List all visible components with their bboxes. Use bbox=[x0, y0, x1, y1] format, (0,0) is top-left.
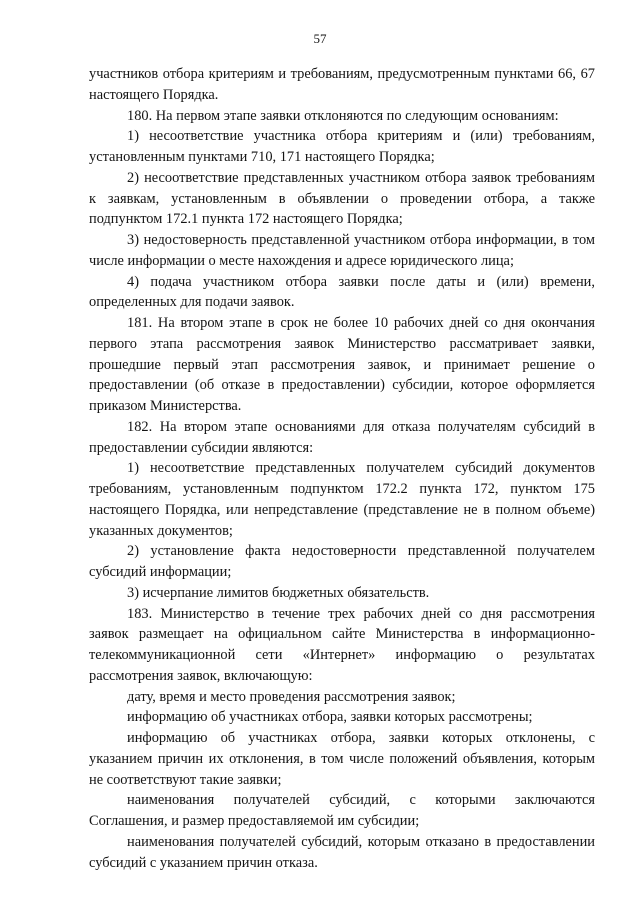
paragraph-183-item-refused: наименования получателей субсидий, которым отказано в предоставлении субсидий с указанием причин отказа. bbox=[89, 833, 595, 871]
document-body bbox=[89, 64, 595, 873]
paragraph-180-item-3: 3) недостоверность представленной участником отбора информации, в том числе информации о месте нахождения и адресе юридического лица; bbox=[89, 232, 595, 269]
paragraph-182: 182. На втором этапе основаниями для отказа получателям субсидий в предоставлении субсидии являются: bbox=[89, 418, 595, 456]
page-number: 57 bbox=[313, 31, 327, 46]
paragraph-182-item-2: 2) установление факта недостоверности представленной получателем субсидий информации; bbox=[89, 543, 595, 580]
paragraph-180-item-2: 2) несоответствие представленных участником отбора заявок требованиям к заявкам, установленным в объявлении о проведении отбора, а также подпунктом 172.1 пункта 172 настоящего Порядка; bbox=[89, 169, 595, 228]
paragraph-183: 183. Министерство в течение трех рабочих дней со дня рассмотрения заявок размещает на официальном сайте Министерства в информационно-телекоммуникационной сети «Интернет» информацию о результатах рассмотрения заявок, включающую: bbox=[89, 605, 595, 684]
paragraph-182-item-3: 3) исчерпание лимитов бюджетных обязательств. bbox=[127, 584, 430, 601]
paragraph-183-item-reviewed: информацию об участниках отбора, заявки которых рассмотрены; bbox=[127, 709, 533, 726]
paragraph-183-item-date: дату, время и место проведения рассмотрения заявок; bbox=[127, 688, 456, 705]
paragraph-181: 181. На втором этапе в срок не более 10 рабочих дней со дня окончания первого этапа рассмотрения заявок Министерство рассматривает заявки, прошедшие первый этап рассмотрения заявок, и принимает решение о предоставлении (об отказе в предоставлении) субсидии, которое оформляется приказом Министерства. bbox=[89, 315, 595, 414]
paragraph-183-item-recipients: наименования получателей субсидий, с которыми заключаются Соглашения, и размер предоставляемой им субсидии; bbox=[89, 792, 595, 829]
paragraph-182-item-1: 1) несоответствие представленных получателем субсидий документов требованиям, установленным подпунктом 172.2 пункта 172, пунктом 175 настоящего Порядка, или непредставление (представление не в полном объеме) указанных документов; bbox=[89, 460, 595, 539]
paragraph-continuation: участников отбора критериям и требованиям, предусмотренным пунктами 66, 67 настоящего Порядка. bbox=[89, 66, 595, 103]
paragraph-180: 180. На первом этапе заявки отклоняются по следующим основаниям: bbox=[127, 107, 559, 124]
paragraph-180-item-4: 4) подача участником отбора заявки после даты и (или) времени, определенных для подачи заявок. bbox=[89, 273, 595, 311]
paragraph-183-item-rejected: информацию об участниках отбора, заявки которых отклонены, с указанием причин их отклонения, в том числе положений объявления, которым не соответствуют такие заявки; bbox=[89, 730, 595, 788]
paragraph-180-item-1: 1) несоответствие участника отбора критериям и (или) требованиям, установленным пунктами 710, 171 настоящего Порядка; bbox=[89, 128, 595, 165]
